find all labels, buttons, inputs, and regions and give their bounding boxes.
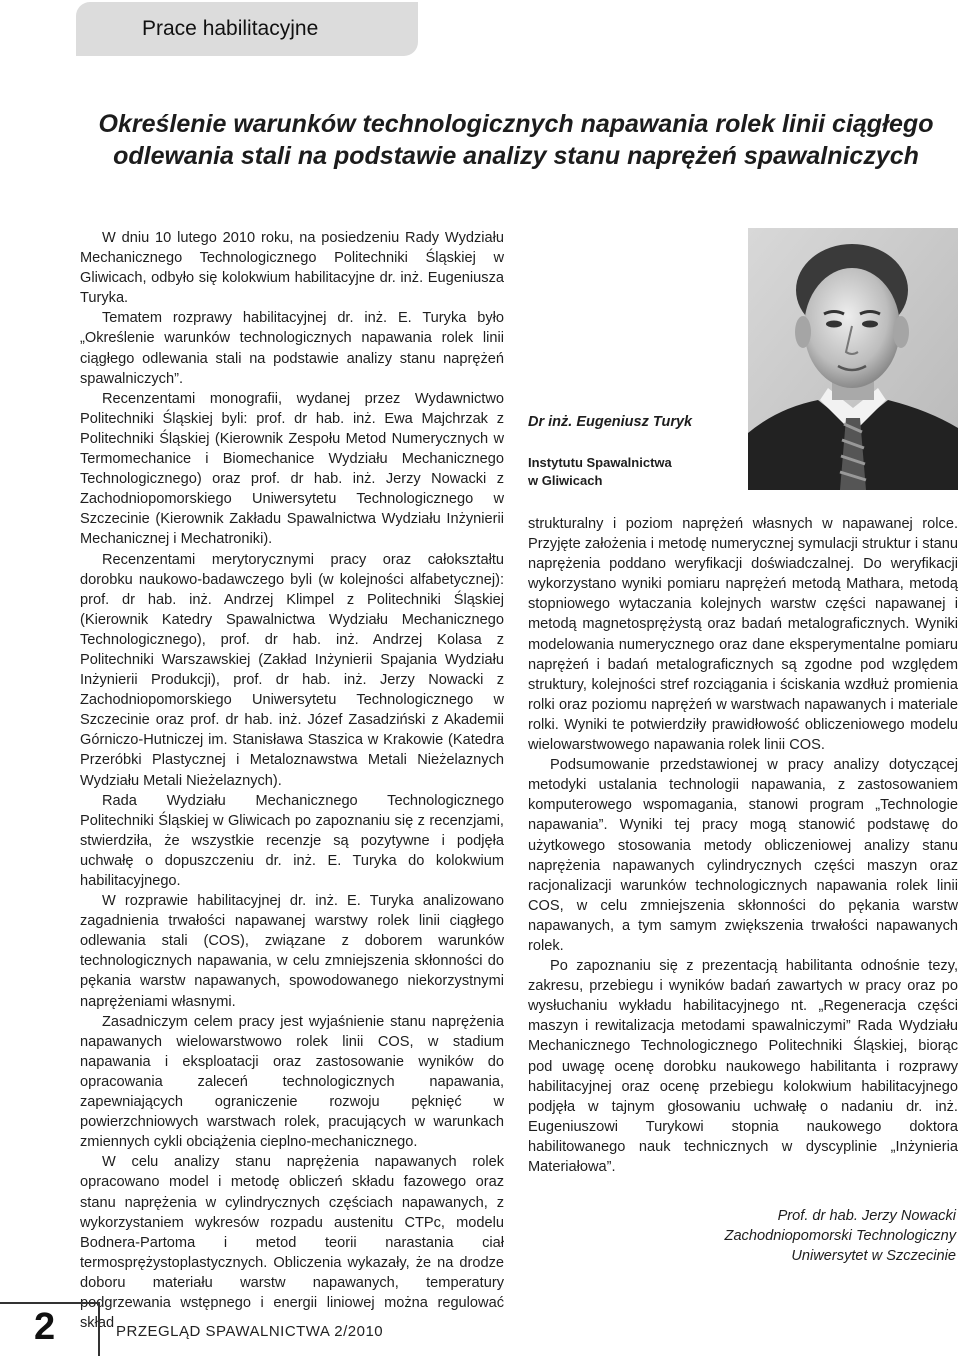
paragraph: Tematem rozprawy habilitacyjnej dr. inż. E. Turyka było „Określenie warunków technologicznych napawania rolek linii ciągłego odlewania stali na podstawie analizy stanu naprężeń spawalniczych”. bbox=[80, 310, 504, 387]
paragraph: W dniu 10 lutego 2010 roku, na posiedzeniu Rady Wydziału Mechanicznego Technologicznego Politechniki Śląskiej w Gliwicach, odbyło się kolokwium habilitacyjne dr. inż. Eugeniusza Turyka. bbox=[80, 230, 504, 307]
paragraph: W celu analizy stanu naprężenia napawanych rolek opracowano model i metodę obliczeń składu fazowego oraz stanu naprężenia w cylindrycznych częściach napawanych, z wykorzystaniem wykresów rozpadu austenitu CTPc, modelu Bodnera-Partoma i metod teorii narastania ciał termosprężystoplastycznych. Obliczenia wykazały, że na drodze doboru materiału warstw napawanych, temperatury podgrzewania wstępnego i energii liniowej można regulować skład bbox=[80, 1154, 504, 1332]
article-title bbox=[76, 108, 956, 172]
section-tab bbox=[76, 2, 418, 56]
portrait-illustration bbox=[748, 228, 958, 490]
left-column bbox=[80, 228, 504, 1333]
paragraph: W rozprawie habilitacyjnej dr. inż. E. Turyka analizowano zagadnienia trwałości napawanej warstwy rolek linii ciągłego odlewania stali (COS), związane z doborem warunków technologicznych napawania, w celu zmniejszenia skłonności do pękania warstw napawanych, spowodowanego niekorzystnymi naprężeniami własnymi. bbox=[80, 893, 504, 1010]
article-title-line-2: odlewania stali na podstawie analizy stanu naprężeń spawalniczych bbox=[113, 142, 919, 170]
paragraph: Zasadniczym celem pracy jest wyjaśnienie stanu naprężenia napawanych wielowarstwowo rolek linii COS, w stadium napawania i eksploatacji oraz zastosowanie wyników do opracowania zaleceń technologicznych napawania, zapewniających ograniczenie rozwoju pęknięć w powierzchniowych warstwach rolek, pracujących w warunkach zmiennych cykli obciążenia cieplno-mechanicznego. bbox=[80, 1013, 504, 1151]
right-column bbox=[528, 514, 958, 1177]
signature-line-3: Uniwersytet w Szczecinie bbox=[791, 1248, 956, 1264]
journal-name: PRZEGLĄD SPAWALNICTWA 2/2010 bbox=[116, 1323, 384, 1340]
section-label: Prace habilitacyjne bbox=[142, 17, 319, 40]
paragraph: strukturalny i poziom naprężeń własnych w napawanej rolce. Przyjęte założenia i metodę numerycznej symulacji struktur i stanu naprężenia poddano weryfikacji doświadczalnej. Do weryfikacji wykorzystano wyniki pomiaru naprężeń metodą Mathara, metodą stopniowego wytaczania kolejnych warstw części napawanej i metodą magnetosprężystą oraz badań metalograficznych. Wyniki modelowania numerycznego oraz dane eksperymentalne pomiaru naprężeń i badań metalograficznych są zgodne pod względem struktury, kolejności stref rozciągania i ściskania wzdłuż promienia rolki oraz poziomu naprężeń w warstwach napawanych i materiale rolki. Wyniki te potwierdziły prawidłowość obliczeniowego modelu wielowarstwowego napawania rolek linii COS. bbox=[528, 516, 958, 754]
portrait-photo bbox=[748, 228, 958, 490]
institute-line-2: w Gliwicach bbox=[528, 473, 603, 488]
paragraph: Recenzentami monografii, wydanej przez Wydawnictwo Politechniki Śląskiej byli: prof. dr hab. inż. Ewa Majchrzak z Politechniki Śląskiej (Kierownik Zespołu Metod Numerycznych w Termomechanice i Biomechanice Wydziału Mechanicznego Technologicznego) oraz prof. dr hab. inż. Jerzy Nowacki z Zachodniopomorskiego Uniwersytetu Technologicznego w Szczecinie (Kierownik Zakładu Spawalnictwa Wydziału Inżynierii Mechanicznej i Mechatroniki). bbox=[80, 390, 504, 548]
paragraph: Po zapoznaniu się z prezentacją habilitanta odnośnie tezy, zakresu, przebiegu i wyników badań zawartych w pracy oraz po wysłuchaniu wykładu habilitacyjnego nt. „Regeneracja części maszyn i rewitalizacja metodami spawalniczymi” Rada Wydziału Mechanicznego Technologicznego Politechniki Śląskiej, biorąc pod uwagę ocenę dorobku naukowego habilitanta i rozprawy habilitacyjnej oraz ocenę przebiegu kolokwium habilitacyjnego podjęła w tajnym głosowaniu uchwałę o nadaniu dr. inż. Eugeniuszowi Turykowi stopnia naukowego doktora habilitowanego nauk technicznych w dyscyplinie „Inżynieria Materiałowa”. bbox=[528, 958, 958, 1175]
author-institute bbox=[528, 454, 728, 490]
signature-block bbox=[656, 1206, 956, 1266]
paragraph: Recenzentami merytorycznymi pracy oraz całokształtu dorobku naukowo-badawczego byli (w kolejności alfabetycznej): prof. dr hab. inż. Andrzej Klimpel z Politechniki Śląskiej (Kierownik Katedry Spawalnictwa Wydziału Mechanicznego Technologicznego), prof. dr hab. inż. Andrzej Kolasa z Politechniki Warszawskiej (Zakład Inżynierii Spajania Wydziału Inżynierii Produkcji), prof. dr hab. inż. Jerzy Nowacki z Zachodniopomorskiego Uniwersytetu Technologicznego w Szczecinie oraz prof. dr hab. inż. Józef Zasadziński z Akademii Górniczo-Hutniczej im. Stanisława Staszica w Krakowie (Katedra Przeróbki Plastycznej i Metaloznawstwa Metali Nieżelaznych Wydziału Metali Nieżelaznych). bbox=[80, 551, 504, 789]
signature-line-1: Prof. dr hab. Jerzy Nowacki bbox=[777, 1208, 956, 1224]
institute-line-1: Instytutu Spawalnictwa bbox=[528, 455, 672, 470]
paragraph: Podsumowanie przedstawionej w pracy analizy dotyczącej metodyki ustalania technologii napawania, z zastosowaniem komputerowego wspomagania, stanowi program „Technologie napawania”. Wyniki tej pracy mogą stanowić podstawę do użytkowego stosowania metody obliczeniowej analizy stanu naprężenia napawanych cylindrycznych części maszyn oraz racjonalizacji warunków technologicznych napawania rolek linii COS, w celu zmniejszenia skłonności do pękania warstw napawanych, a tym samym zwiększenia trwałości napawanych rolek. bbox=[528, 757, 958, 954]
paragraph: Rada Wydziału Mechanicznego Technologicznego Politechniki Śląskiej w Gliwicach po zapoznaniu się z recenzjami, stwierdziła, że wszystkie recenzje są pozytywne i podjęła uchwałę o dopuszczeniu dr. inż. E. Turyka do kolokwium habilitacyjnego. bbox=[80, 792, 504, 889]
page-number: 2 bbox=[34, 1306, 56, 1348]
article-title-line-1: Określenie warunków technologicznych napawania rolek linii ciągłego bbox=[98, 110, 934, 138]
signature-line-2: Zachodniopomorski Technologiczny bbox=[724, 1228, 956, 1244]
author-name: Dr inż. Eugeniusz Turyk bbox=[528, 414, 693, 430]
